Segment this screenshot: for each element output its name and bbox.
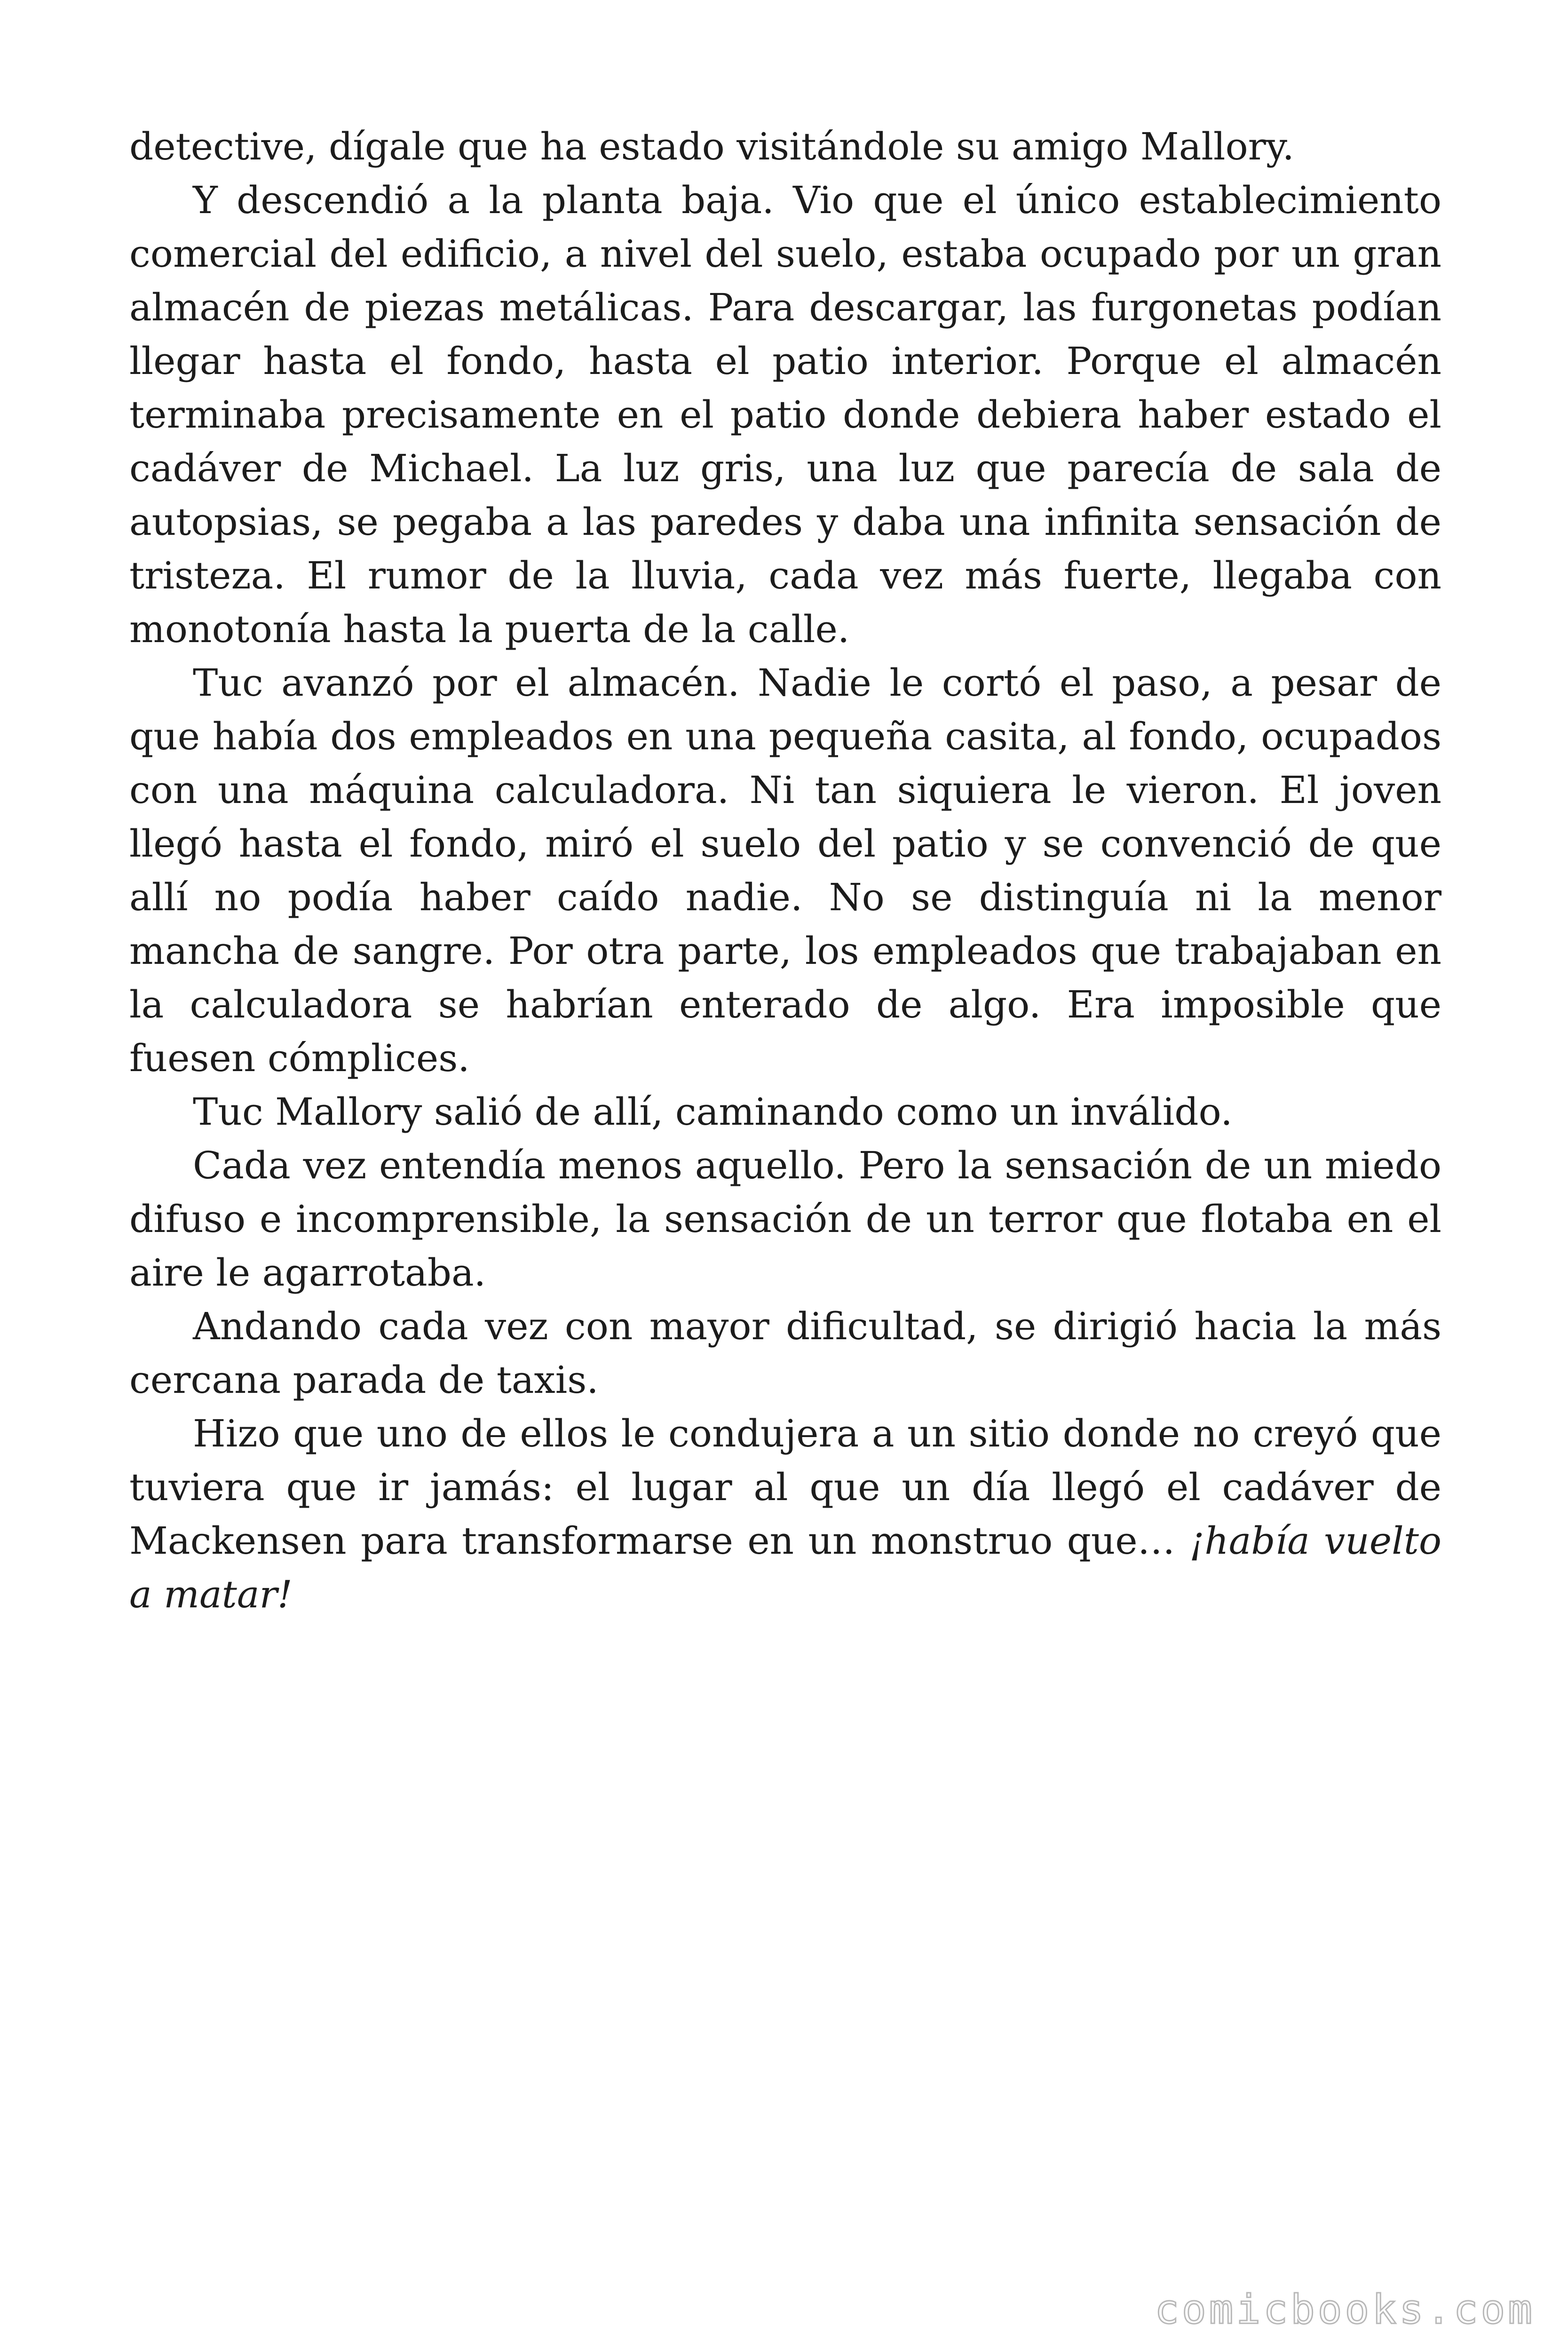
paragraph-3: Tuc avanzó por el almacén. Nadie le cortó el paso, a pesar de que había dos empleados en una pequeña casita, al fondo, ocupados con una máquina calculadora. Ni tan siquiera le vieron. El joven llegó hasta el fondo, miró el suelo del patio y se convenció de que allí no podía haber caído nadie. No se distinguía ni la menor mancha de sangre. Por otra parte, los empleados que trabajaban en la calculadora se habrían enterado de algo. Era imposible que fuesen cómplices. [129,661,1441,1080]
paragraph-2: Y descendió a la planta baja. Vio que el único establecimiento comercial del edificio, a nivel del suelo, estaba ocupado por un gran almacén de piezas metálicas. Para descargar, las furgonetas podían llegar hasta el fondo, hasta el patio interior. Porque el almacén terminaba precisamente en el patio donde debiera haber estado el cadáver de Michael. La luz gris, una luz que parecía de sala de autopsias, se pegaba a las paredes y daba una infinita sensación de tristeza. El rumor de la lluvia, cada vez más fuerte, llegaba con monotonía hasta la puerta de la calle. [129,178,1441,651]
paragraph-5: Cada vez entendía menos aquello. Pero la sensación de un miedo difuso e incomprensible, la sensación de un terror que flotaba en el aire le agarrotaba. [129,1144,1441,1295]
paragraph-7: Hizo que uno de ellos le condujera a un sitio donde no creyó que tuviera que ir jamás: el lugar al que un día llegó el cadáver de Mackensen para transformarse en un monstruo que… ¡había vuelto a matar! [129,1412,1442,1616]
paragraph-6: Andando cada vez con mayor dificultad, se dirigió hacia la más cercana parada de taxis. [129,1304,1441,1402]
body-text [129,120,1441,1621]
paragraph-1: detective, dígale que ha estado visitándole su amigo Mallory. [129,125,1294,168]
paragraph-4: Tuc Mallory salió de allí, caminando como un inválido. [193,1090,1233,1134]
italic-closing-phrase: ¡había vuelto a matar! [129,1519,1442,1616]
watermark-logo: comicbooks.com [1155,2286,1535,2333]
